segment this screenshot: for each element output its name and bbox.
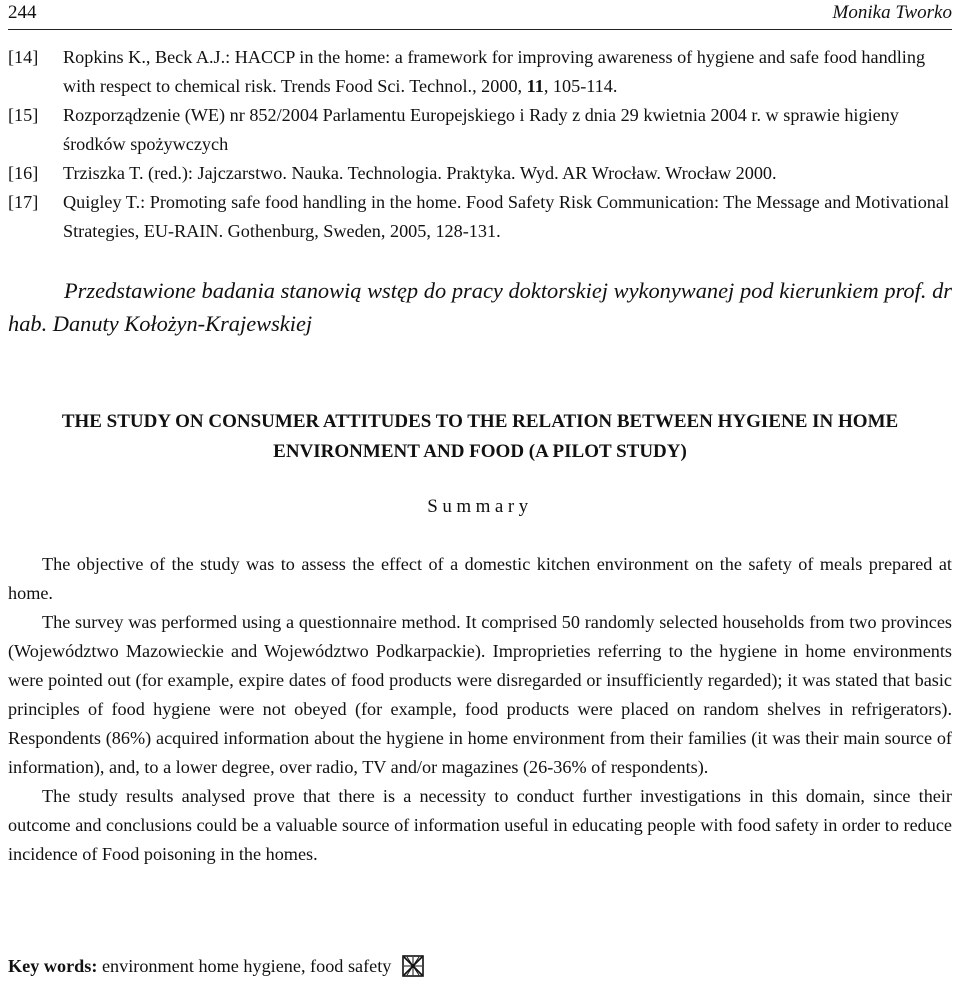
summary-paragraph: The survey was performed using a questionnaire method. It comprised 50 randomly selected households from two provinces (Województwo Mazowieckie and Województwo Podkarpackie). Improprieties referring to the hygiene in home environments were pointed out (for example, expire dates of food products were disregarded or insufficiently regarded); it was stated that basic principles of food hygiene were not obeyed (for example, food products were placed on random shelves in refrigerators). Respondents (86%) acquired information about the hygiene in home environment from their families (it was their main source of information), and, to a lower degree, over radio, TV and/or magazines (26-36% of respondents). <box>8 612 952 777</box>
reference-item <box>8 159 952 188</box>
reference-item <box>8 43 952 101</box>
reference-number: [16] <box>8 163 39 183</box>
reference-item <box>8 188 952 246</box>
running-header <box>8 0 952 28</box>
summary-body <box>8 550 952 869</box>
reference-item <box>8 101 952 159</box>
summary-paragraph: The study results analysed prove that there is a necessity to conduct further investigations in this domain, since their outcome and conclusions could be a valuable source of information useful in educating people with food safety in order to reduce incidence of Food poisoning in the homes. <box>8 786 952 864</box>
reference-pages: , 105-114. <box>543 76 618 96</box>
running-author: Monika Tworko <box>832 2 952 23</box>
keywords-text: environment home hygiene, food safety <box>101 956 392 976</box>
reference-number: [17] <box>8 192 39 212</box>
keywords-line <box>8 952 952 986</box>
reference-list <box>8 43 952 246</box>
reference-number: [15] <box>8 105 39 125</box>
page-number: 244 <box>8 2 37 23</box>
english-article-title: THE STUDY ON CONSUMER ATTITUDES TO THE RELATION BETWEEN HYGIENE IN HOME ENVIRONMENT AND FOOD (A PILOT STUDY) <box>61 411 899 462</box>
reference-volume: 11 <box>526 76 544 96</box>
summary-heading: Summary <box>427 496 533 517</box>
acknowledgement-note: Przedstawione badania stanowią wstęp do pracy doktorskiej wykonywanej pod kierunkiem prof. dr hab. Danuty Kołożyn-Krajewskiej <box>8 278 952 336</box>
reference-text: Ropkins K., Beck A.J.: HACCP in the home: a framework for improving awareness of hygiene and safe food handling with respect to chemical risk. Trends Food Sci. Technol., 2000, <box>63 47 926 96</box>
reference-number: [14] <box>8 47 39 67</box>
keywords-label: Key words: <box>8 956 98 976</box>
header-rule <box>8 29 952 30</box>
reference-text: Rozporządzenie (WE) nr 852/2004 Parlamentu Europejskiego i Rady z dnia 29 kwietnia 2004 r. w sprawie higieny środków spożywczych <box>63 105 899 154</box>
reference-text: Trziszka T. (red.): Jajczarstwo. Nauka. Technologia. Praktyka. Wyd. AR Wrocław. Wrocław 2000. <box>63 163 777 183</box>
summary-paragraph: The objective of the study was to assess the effect of a domestic kitchen environment on the safety of meals prepared at home. <box>8 554 952 603</box>
reference-text: Quigley T.: Promoting safe food handling in the home. Food Safety Risk Communication: The Message and Motivational Strategies, EU-RAIN. Gothenburg, Sweden, 2005, 128-131. <box>63 192 950 241</box>
crossed-box-icon <box>402 955 424 986</box>
